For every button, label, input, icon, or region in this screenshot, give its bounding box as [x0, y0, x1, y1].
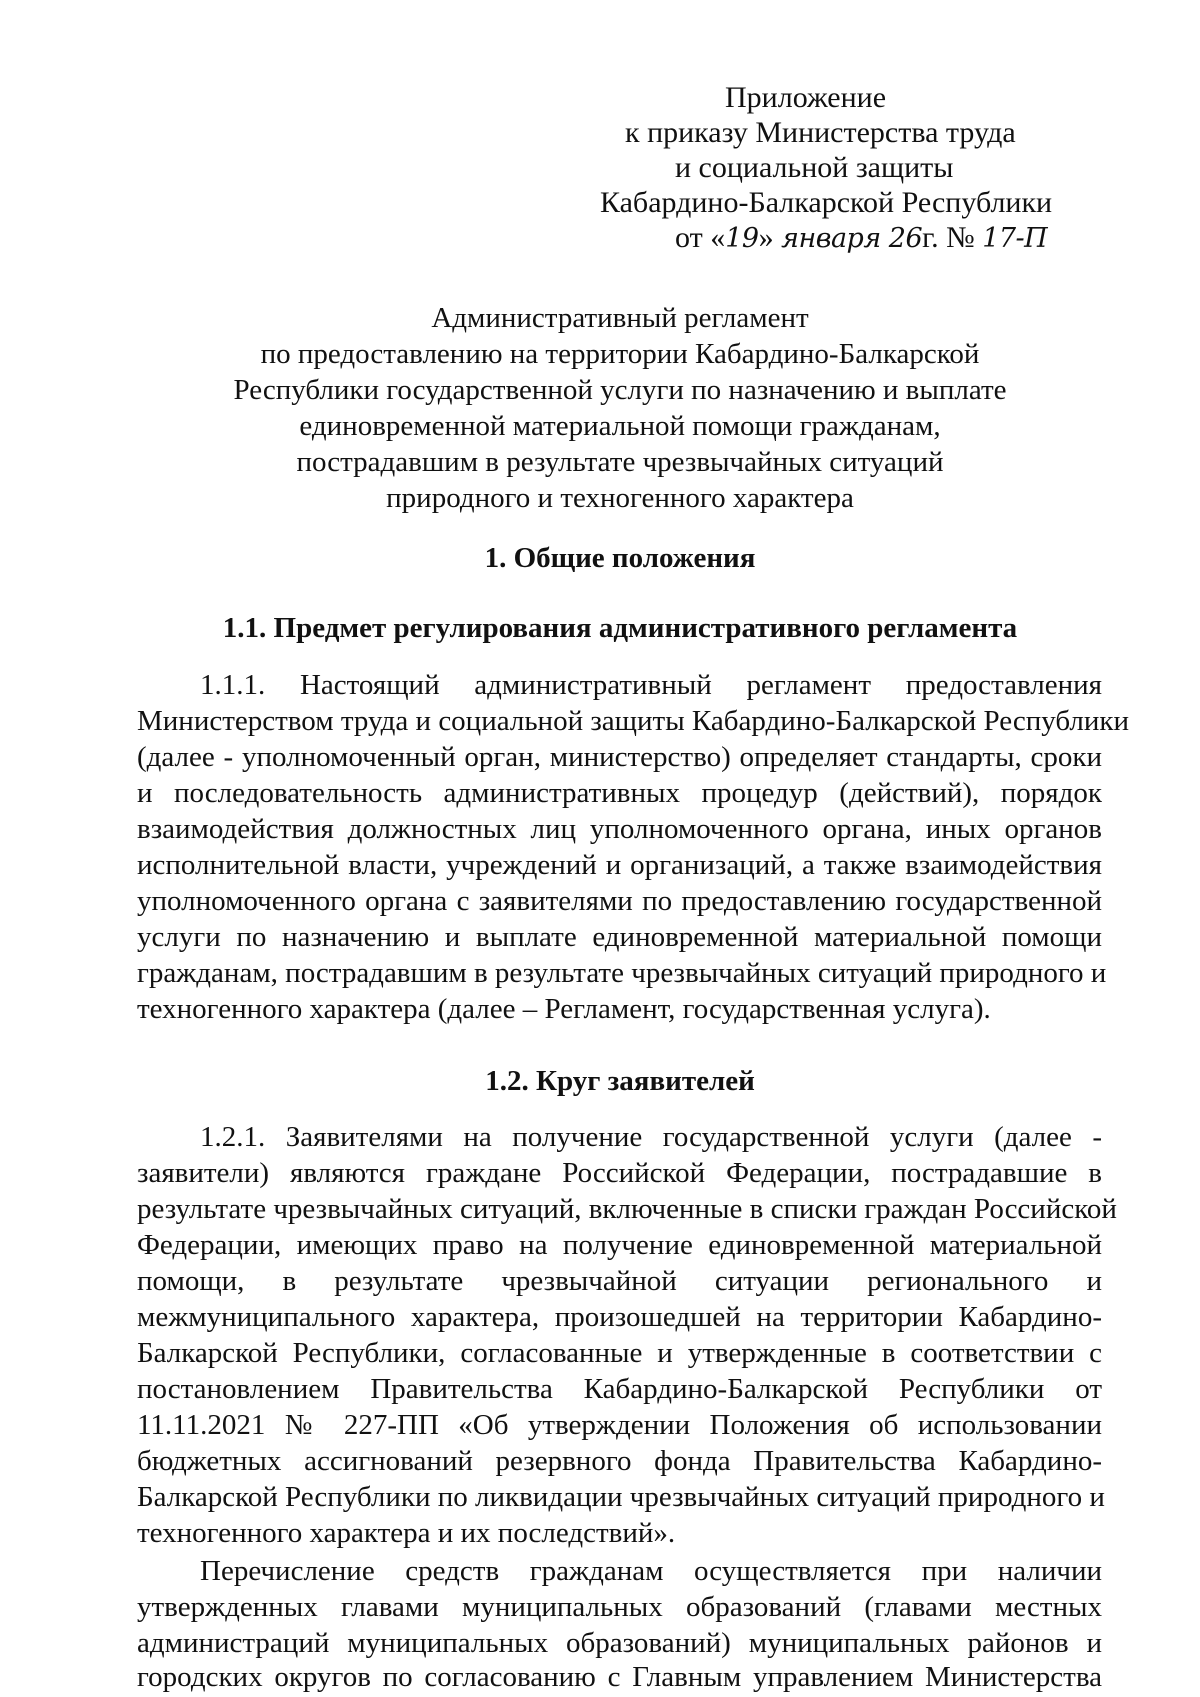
paragraph-line: техногенного характера и их последствий». — [137, 1517, 676, 1549]
paragraph-line: постановлением Правительства Кабардино-Балкарской Республики от — [137, 1373, 1102, 1405]
paragraph-line: заявители) являются граждане Российской Федерации, пострадавшие в — [137, 1157, 1102, 1189]
paragraph-line: администраций муниципальных образований) муниципальных районов и — [137, 1627, 1102, 1659]
date-year-suffix: г. № — [922, 221, 983, 254]
title-line: единовременной материальной помощи гражданам, — [299, 410, 941, 442]
paragraph-line: межмуниципального характера, произошедшей на территории Кабардино- — [137, 1301, 1102, 1333]
paragraph-line: уполномоченного органа с заявителями по предоставлению государственной — [137, 885, 1102, 917]
date-close: » — [758, 221, 774, 254]
date-prefix: от « — [675, 221, 726, 254]
paragraph-line: Министерством труда и социальной защиты Кабардино-Балкарской Республики — [137, 705, 1129, 737]
paragraph-line: взаимодействия должностных лиц уполномоченного органа, иных органов — [137, 813, 1102, 845]
date-month-handwritten: января 26 — [781, 223, 923, 254]
paragraph-line: 1.2.1. Заявителями на получение государственной услуги (далее - — [200, 1121, 1102, 1153]
paragraph-line: Балкарской Республики по ликвидации чрезвычайных ситуаций природного и — [137, 1481, 1105, 1513]
paragraph-line: гражданам, пострадавшим в результате чрезвычайных ситуаций природного и — [137, 957, 1107, 989]
title-line: природного и техногенного характера — [386, 482, 854, 514]
paragraph-line: исполнительной власти, учреждений и организаций, а также взаимодействия — [137, 849, 1102, 881]
title-line: Республики государственной услуги по назначению и выплате — [233, 374, 1007, 406]
appendix-date-line — [600, 220, 1160, 256]
section-1-1-heading: 1.1. Предмет регулирования административного регламента — [222, 612, 1018, 644]
paragraph-line: техногенного характера (далее – Регламент, государственная услуга). — [137, 993, 991, 1025]
paragraph-line: 1.1.1. Настоящий административный регламент предоставления — [200, 669, 1102, 701]
paragraph-line: (далее - уполномоченный орган, министерство) определяет стандарты, сроки — [137, 741, 1102, 773]
paragraph-line: результате чрезвычайных ситуаций, включенные в списки граждан Российской — [137, 1193, 1117, 1225]
paragraph-line: бюджетных ассигнований резервного фонда Правительства Кабардино- — [137, 1445, 1102, 1477]
title-line: пострадавшим в результате чрезвычайных ситуаций — [296, 446, 944, 478]
title-line: по предоставлению на территории Кабардино-Балкарской — [260, 338, 980, 370]
paragraph-line: городских округов по согласованию с Главным управлением Министерства — [137, 1661, 1102, 1693]
paragraph-line: Перечисление средств гражданам осуществляется при наличии — [200, 1555, 1102, 1587]
appendix-order-ref: к приказу Министерства труда — [625, 116, 1016, 149]
appendix-ministry: и социальной защиты — [675, 151, 954, 184]
paragraph-line: Балкарской Республики, согласованные и утвержденные в соответствии с — [137, 1337, 1102, 1369]
regulation-title — [140, 300, 1100, 516]
paragraph-line: утвержденных главами муниципальных образований (главами местных — [137, 1591, 1102, 1623]
order-number-handwritten: 17-П — [982, 223, 1048, 254]
section-1-heading: 1. Общие положения — [484, 542, 756, 574]
paragraph-line: помощи, в результате чрезвычайной ситуации регионального и — [137, 1265, 1102, 1297]
appendix-block — [600, 80, 1160, 256]
section-1-2-heading: 1.2. Круг заявителей — [485, 1065, 755, 1097]
paragraph-line: Федерации, имеющих право на получение единовременной материальной — [137, 1229, 1102, 1261]
title-line: Административный регламент — [431, 302, 809, 334]
appendix-title: Приложение — [725, 81, 887, 114]
date-day-handwritten: 19 — [725, 223, 759, 254]
appendix-republic: Кабардино-Балкарской Республики — [600, 186, 1053, 219]
paragraph-line: и последовательность административных процедур (действий), порядок — [137, 777, 1102, 809]
paragraph-line: 11.11.2021 № 227-ПП «Об утверждении Положения об использовании — [137, 1409, 1102, 1441]
paragraph-line: услуги по назначению и выплате единовременной материальной помощи — [137, 921, 1102, 953]
